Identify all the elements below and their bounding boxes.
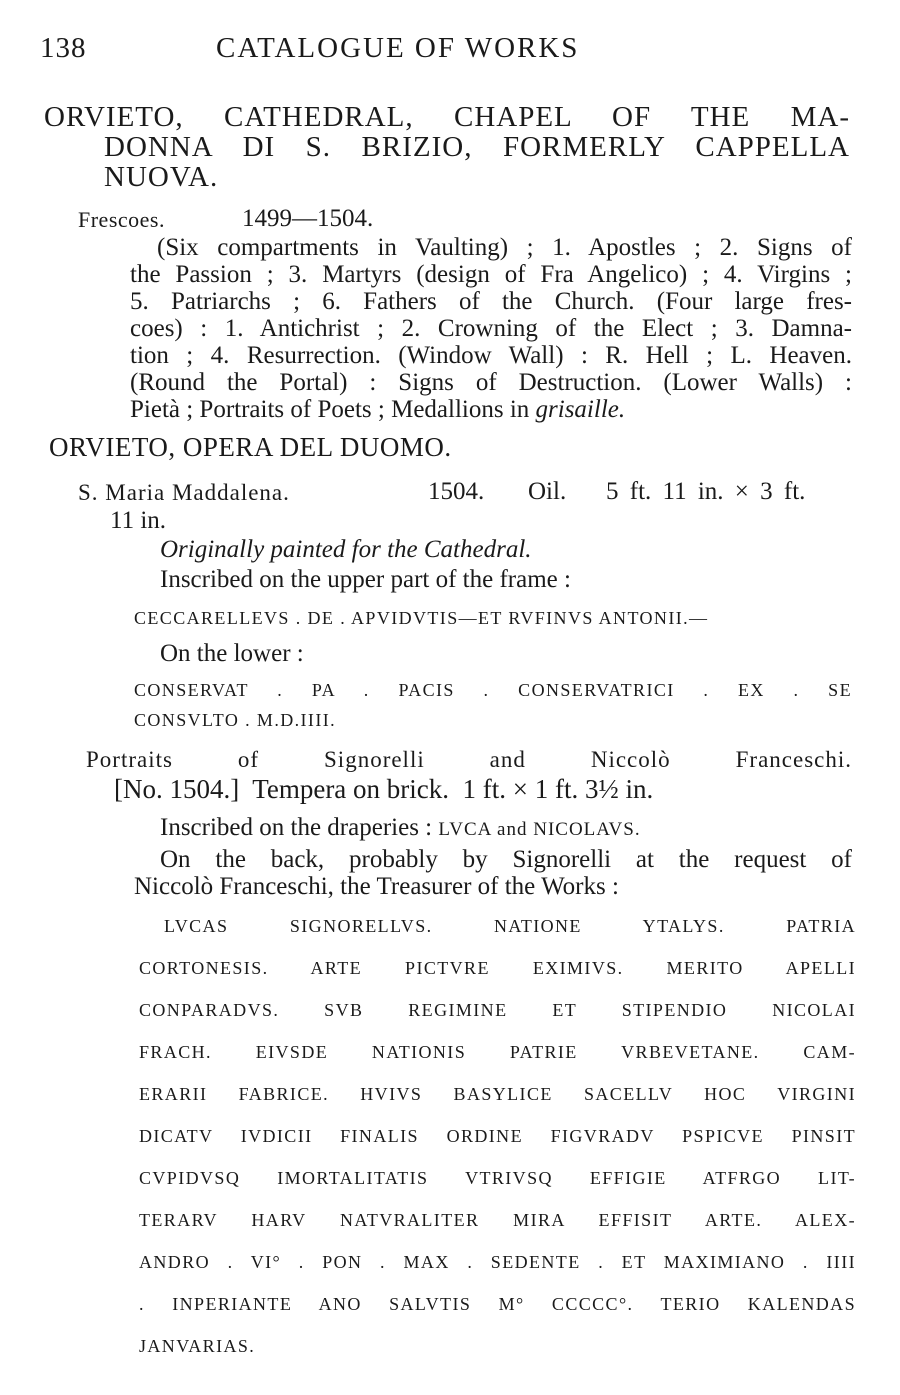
drapery-names: LVCA and NICOLAVS.: [438, 819, 641, 840]
page-number: 138: [40, 32, 87, 64]
section-heading-line-2: DONNA DI S. BRIZIO, FORMERLY CAPPELLA: [104, 131, 850, 163]
drapery-line: [160, 814, 641, 842]
back-inscription-line: CONPARADVS. SVB REGIMINE ET STIPENDIO NICOLAI: [139, 1000, 856, 1020]
frescoes-title: Frescoes.: [78, 207, 165, 232]
frescoes-date: 1499—1504.: [242, 205, 374, 232]
frescoes-desc-line: (Six compartments in Vaulting) ; 1. Apostles ; 2. Signs of: [157, 234, 852, 261]
maddalena-medium: Oil.: [528, 478, 567, 505]
back-inscription-line: ERARII FABRICE. HVIVS BASYLICE SACELLV HOC VIRGINI: [139, 1084, 856, 1104]
portraits-title: Portraits of Signorelli and Niccolò Franceschi.: [86, 747, 852, 772]
maddalena-size-cont: 11 in.: [110, 507, 167, 534]
maddalena-inscr-lower: CONSVLTO . M.D.IIII.: [134, 710, 337, 730]
back-intro-line: Niccolò Franceschi, the Treasurer of the Works :: [134, 873, 619, 900]
opera-heading: ORVIETO, OPERA DEL DUOMO.: [49, 432, 452, 462]
frescoes-last-italic: grisaille.: [535, 396, 626, 423]
maddalena-lower-intro: On the lower :: [160, 640, 304, 667]
back-inscription-line: FRACH. EIVSDE NATIONIS PATRIE VRBEVETANE. CAM-: [139, 1042, 856, 1062]
maddalena-inscr-lower: CONSERVAT . PA . PACIS . CONSERVATRICI . EX . SE: [134, 680, 852, 700]
back-inscription-line: DICATV IVDICII FINALIS ORDINE FIGVRADV PSPICVE PINSIT: [139, 1126, 856, 1146]
back-inscription-line: . INPERIANTE ANO SALVTIS M° CCCCC°. TERIO KALENDAS: [139, 1294, 856, 1314]
maddalena-inscr-intro: Inscribed on the upper part of the frame :: [160, 566, 571, 593]
maddalena-date: 1504.: [428, 478, 485, 505]
frescoes-desc-line: the Passion ; 3. Martyrs (design of Fra Angelico) ; 4. Virgins ;: [130, 261, 852, 288]
frescoes-desc-line: coes) : 1. Antichrist ; 2. Crowning of the Elect ; 3. Damna-: [130, 315, 852, 342]
maddalena-title: S. Maria Maddalena.: [78, 480, 290, 505]
back-inscription-line: TERARV HARV NATVRALITER MIRA EFFISIT ARTE. ALEX-: [139, 1210, 856, 1230]
frescoes-desc-line: 5. Patriarchs ; 6. Fathers of the Church. (Four large fres-: [130, 288, 852, 315]
back-inscription-line: CORTONESIS. ARTE PICTVRE EXIMIVS. MERITO APELLI: [139, 958, 856, 978]
portraits-details: [No. 1504.] Tempera on brick. 1 ft. × 1 ft. 3½ in.: [114, 774, 654, 804]
frescoes-desc-line: tion ; 4. Resurrection. (Window Wall) : R. Hell ; L. Heaven.: [130, 342, 852, 369]
maddalena-inscr-upper: CECCARELLEVS . DE . APVIDVTIS—ET RVFINVS ANTONII.—: [134, 608, 709, 628]
back-inscription-line: CVPIDVSQ IMORTALITATIS VTRIVSQ EFFIGIE ATFRGO LIT-: [139, 1168, 856, 1188]
frescoes-desc-last: [130, 396, 625, 424]
frescoes-last-text: Pietà ; Portraits of Poets ; Medallions in: [130, 396, 530, 423]
running-title: CATALOGUE OF WORKS: [216, 32, 580, 64]
back-inscription-line: LVCAS SIGNORELLVS. NATIONE YTALYS. PATRIA: [164, 916, 856, 936]
back-inscription-line: ANDRO . VI° . PON . MAX . SEDENTE . ET MAXIMIANO . IIII: [139, 1252, 856, 1272]
back-intro-line: On the back, probably by Signorelli at the request of: [160, 846, 852, 873]
frescoes-desc-line: (Round the Portal) : Signs of Destruction. (Lower Walls) :: [130, 369, 852, 396]
section-heading-line-1: ORVIETO, CATHEDRAL, CHAPEL OF THE MA-: [44, 101, 850, 133]
frescoes-label: [78, 207, 165, 233]
drapery-label: Inscribed on the draperies :: [160, 814, 433, 841]
maddalena-size: 5 ft. 11 in. × 3 ft.: [606, 478, 806, 505]
maddalena-note: Originally painted for the Cathedral.: [160, 536, 532, 563]
back-inscription-line: JANVARIAS.: [139, 1336, 256, 1356]
section-heading-line-3: NUOVA.: [104, 161, 219, 193]
